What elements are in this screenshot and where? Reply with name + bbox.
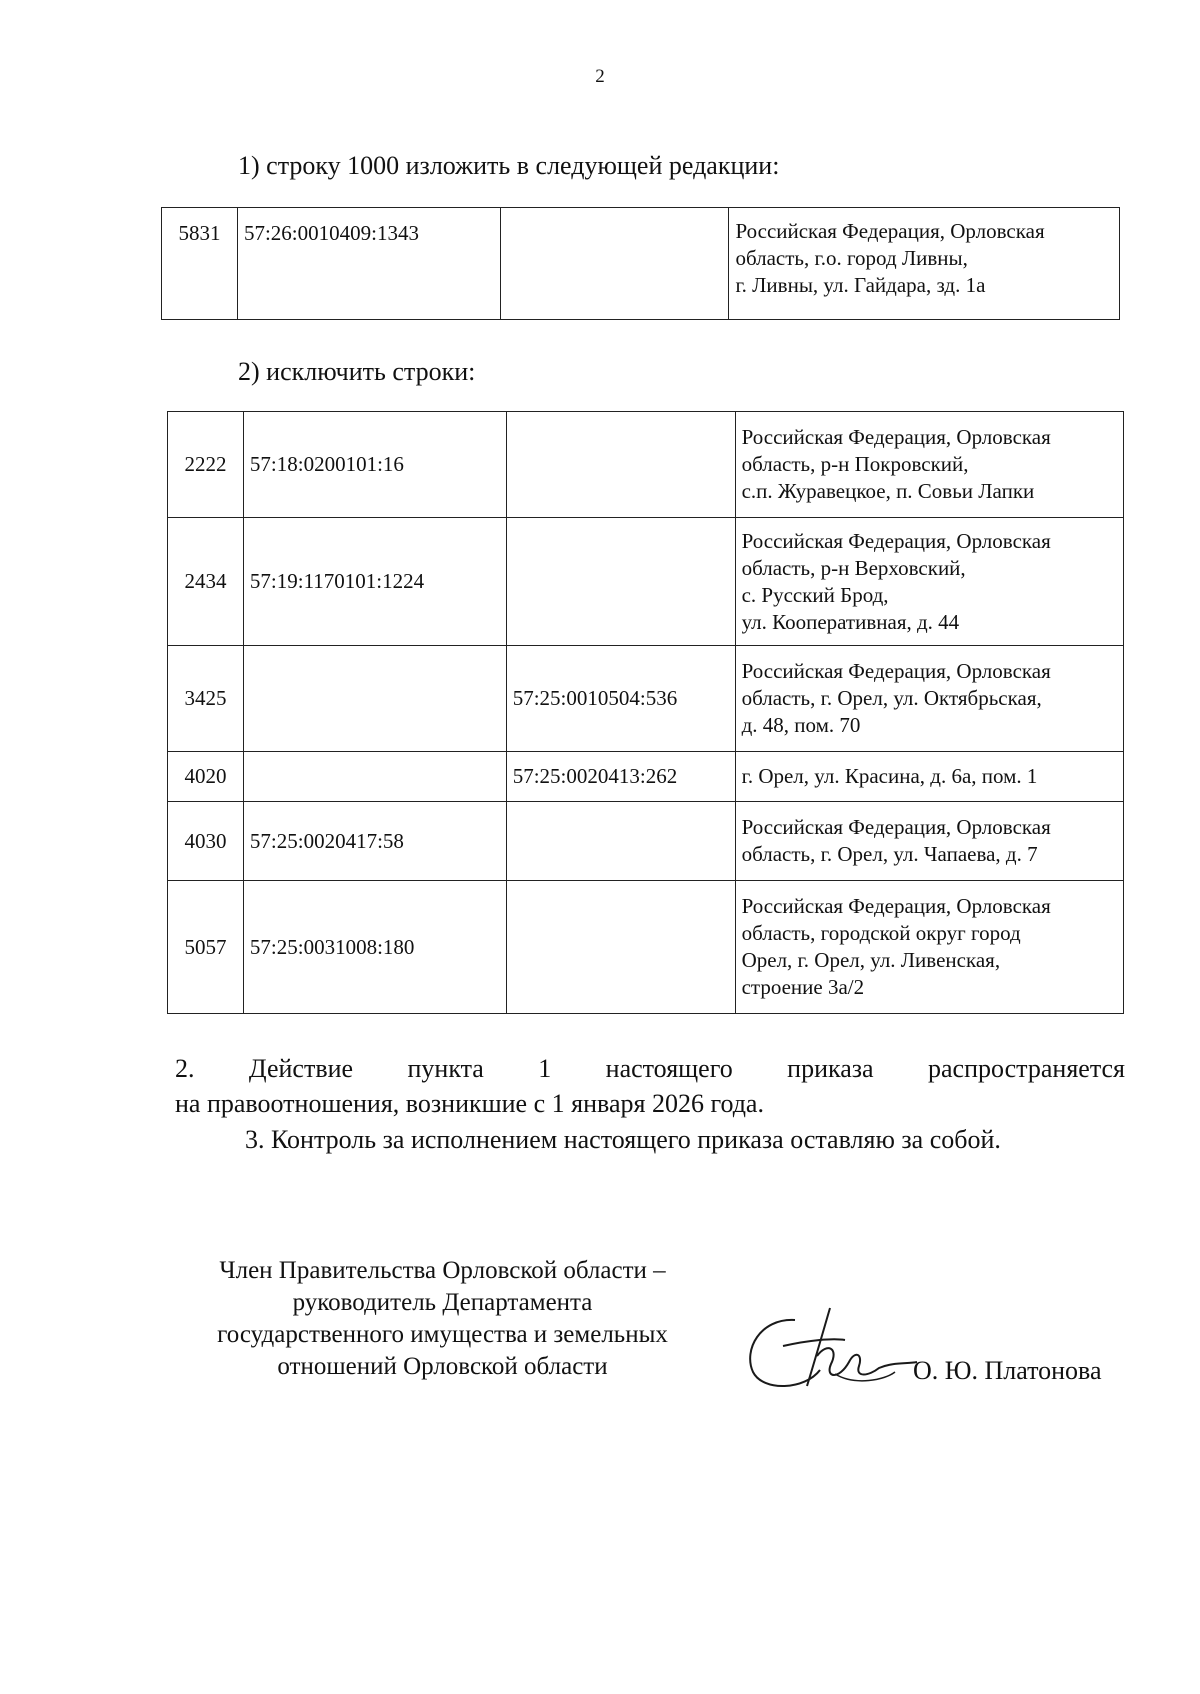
address-line: с.п. Журавецкое, п. Совьи Лапки	[741, 479, 1035, 503]
replacement-table	[161, 207, 1120, 320]
position-line: отношений Орловской области	[277, 1353, 608, 1380]
clause-2-word: 1	[538, 1054, 552, 1083]
row-number-cell: 5057	[168, 881, 244, 1014]
address-line: Российская Федерация, Орловская	[741, 815, 1051, 839]
address-line: г. Орел, ул. Красина, д. 6а, пом. 1	[741, 764, 1038, 788]
replacement-table-body	[162, 208, 1120, 320]
address-cell	[735, 518, 1123, 646]
excluded-rows-table-body	[168, 412, 1124, 1014]
address-line: область, г. Орел, ул. Октябрьская,	[741, 686, 1042, 710]
page-number: 2	[595, 66, 605, 87]
address-line: ул. Кооперативная, д. 44	[741, 609, 960, 634]
table-row	[168, 412, 1124, 518]
clause-2-word: настоящего	[605, 1054, 733, 1083]
room-cadastral-number-cell	[500, 208, 729, 320]
cadastral-number-cell	[243, 752, 506, 802]
clause-2-word: Действие	[248, 1054, 354, 1083]
address-cell	[729, 208, 1120, 320]
address-line: область, р-н Покровский,	[741, 452, 969, 476]
address-cell	[735, 752, 1123, 802]
address-line: область, р-н Верховский,	[741, 555, 966, 580]
cadastral-number-cell	[243, 646, 506, 752]
row-number-cell: 5831	[162, 208, 238, 320]
table-row	[168, 802, 1124, 881]
signatory-name: О. Ю. Платонова	[913, 1356, 1102, 1385]
table-row	[168, 752, 1124, 802]
address-cell	[735, 646, 1123, 752]
room-cadastral-number-cell	[506, 412, 735, 518]
clause-2-word: приказа	[787, 1054, 874, 1083]
position-line: руководитель Департамента	[292, 1289, 593, 1316]
cadastral-number-cell: 57:26:0010409:1343	[237, 208, 500, 320]
signatory-position	[170, 1255, 715, 1383]
cadastral-number-cell: 57:19:1170101:1224	[243, 518, 506, 646]
address-line: Российская Федерация, Орловская	[741, 894, 1051, 918]
row-number-cell: 3425	[168, 646, 244, 752]
clause-2-word: распространяется	[928, 1054, 1125, 1083]
room-cadastral-number-cell: 57:25:0020413:262	[506, 752, 735, 802]
table-row	[168, 518, 1124, 646]
row-number-cell: 2434	[168, 518, 244, 646]
cadastral-number-cell: 57:25:0031008:180	[243, 881, 506, 1014]
handwritten-signature	[735, 1300, 920, 1410]
address-cell	[735, 881, 1123, 1014]
address-line: строение 3а/2	[741, 975, 865, 999]
row-number-cell: 2222	[168, 412, 244, 518]
address-line: Российская Федерация, Орловская	[735, 219, 1045, 243]
address-line: Орел, г. Орел, ул. Ливенская,	[741, 948, 1001, 972]
clause-2-word: пункта	[407, 1054, 484, 1083]
address-line: область, городской округ город	[741, 921, 1021, 945]
clause-2-word: 2.	[175, 1054, 195, 1083]
clause-3: 3. Контроль за исполнением настоящего приказа оставляю за собой.	[245, 1125, 1001, 1154]
clause-2-second-line: на правоотношения, возникшие с 1 января 2026 года.	[175, 1089, 764, 1118]
table-row	[168, 881, 1124, 1014]
excluded-rows-table	[167, 411, 1124, 1014]
cadastral-number-cell: 57:18:0200101:16	[243, 412, 506, 518]
row-number-cell: 4030	[168, 802, 244, 881]
room-cadastral-number-cell: 57:25:0010504:536	[506, 646, 735, 752]
address-line: Российская Федерация, Орловская	[741, 425, 1051, 449]
room-cadastral-number-cell	[506, 518, 735, 646]
address-cell	[735, 802, 1123, 881]
item1-heading: 1) строку 1000 изложить в следующей редакции:	[238, 151, 780, 180]
room-cadastral-number-cell	[506, 881, 735, 1014]
room-cadastral-number-cell	[506, 802, 735, 881]
row-number-cell: 4020	[168, 752, 244, 802]
table-row	[162, 208, 1120, 320]
clause-2-first-line	[175, 1054, 1125, 1084]
position-line: государственного имущества и земельных	[217, 1321, 668, 1348]
item2-heading: 2) исключить строки:	[238, 357, 476, 386]
address-line: Российская Федерация, Орловская	[741, 528, 1051, 553]
address-cell	[735, 412, 1123, 518]
position-line: Член Правительства Орловской области –	[219, 1257, 666, 1284]
address-line: область, г.о. город Ливны,	[735, 246, 968, 270]
table-row	[168, 646, 1124, 752]
cadastral-number-cell: 57:25:0020417:58	[243, 802, 506, 881]
address-line: д. 48, пом. 70	[741, 713, 861, 737]
address-line: г. Ливны, ул. Гайдара, зд. 1а	[735, 273, 986, 297]
address-line: область, г. Орел, ул. Чапаева, д. 7	[741, 842, 1038, 866]
address-line: с. Русский Брод,	[741, 582, 889, 607]
address-line: Российская Федерация, Орловская	[741, 659, 1051, 683]
